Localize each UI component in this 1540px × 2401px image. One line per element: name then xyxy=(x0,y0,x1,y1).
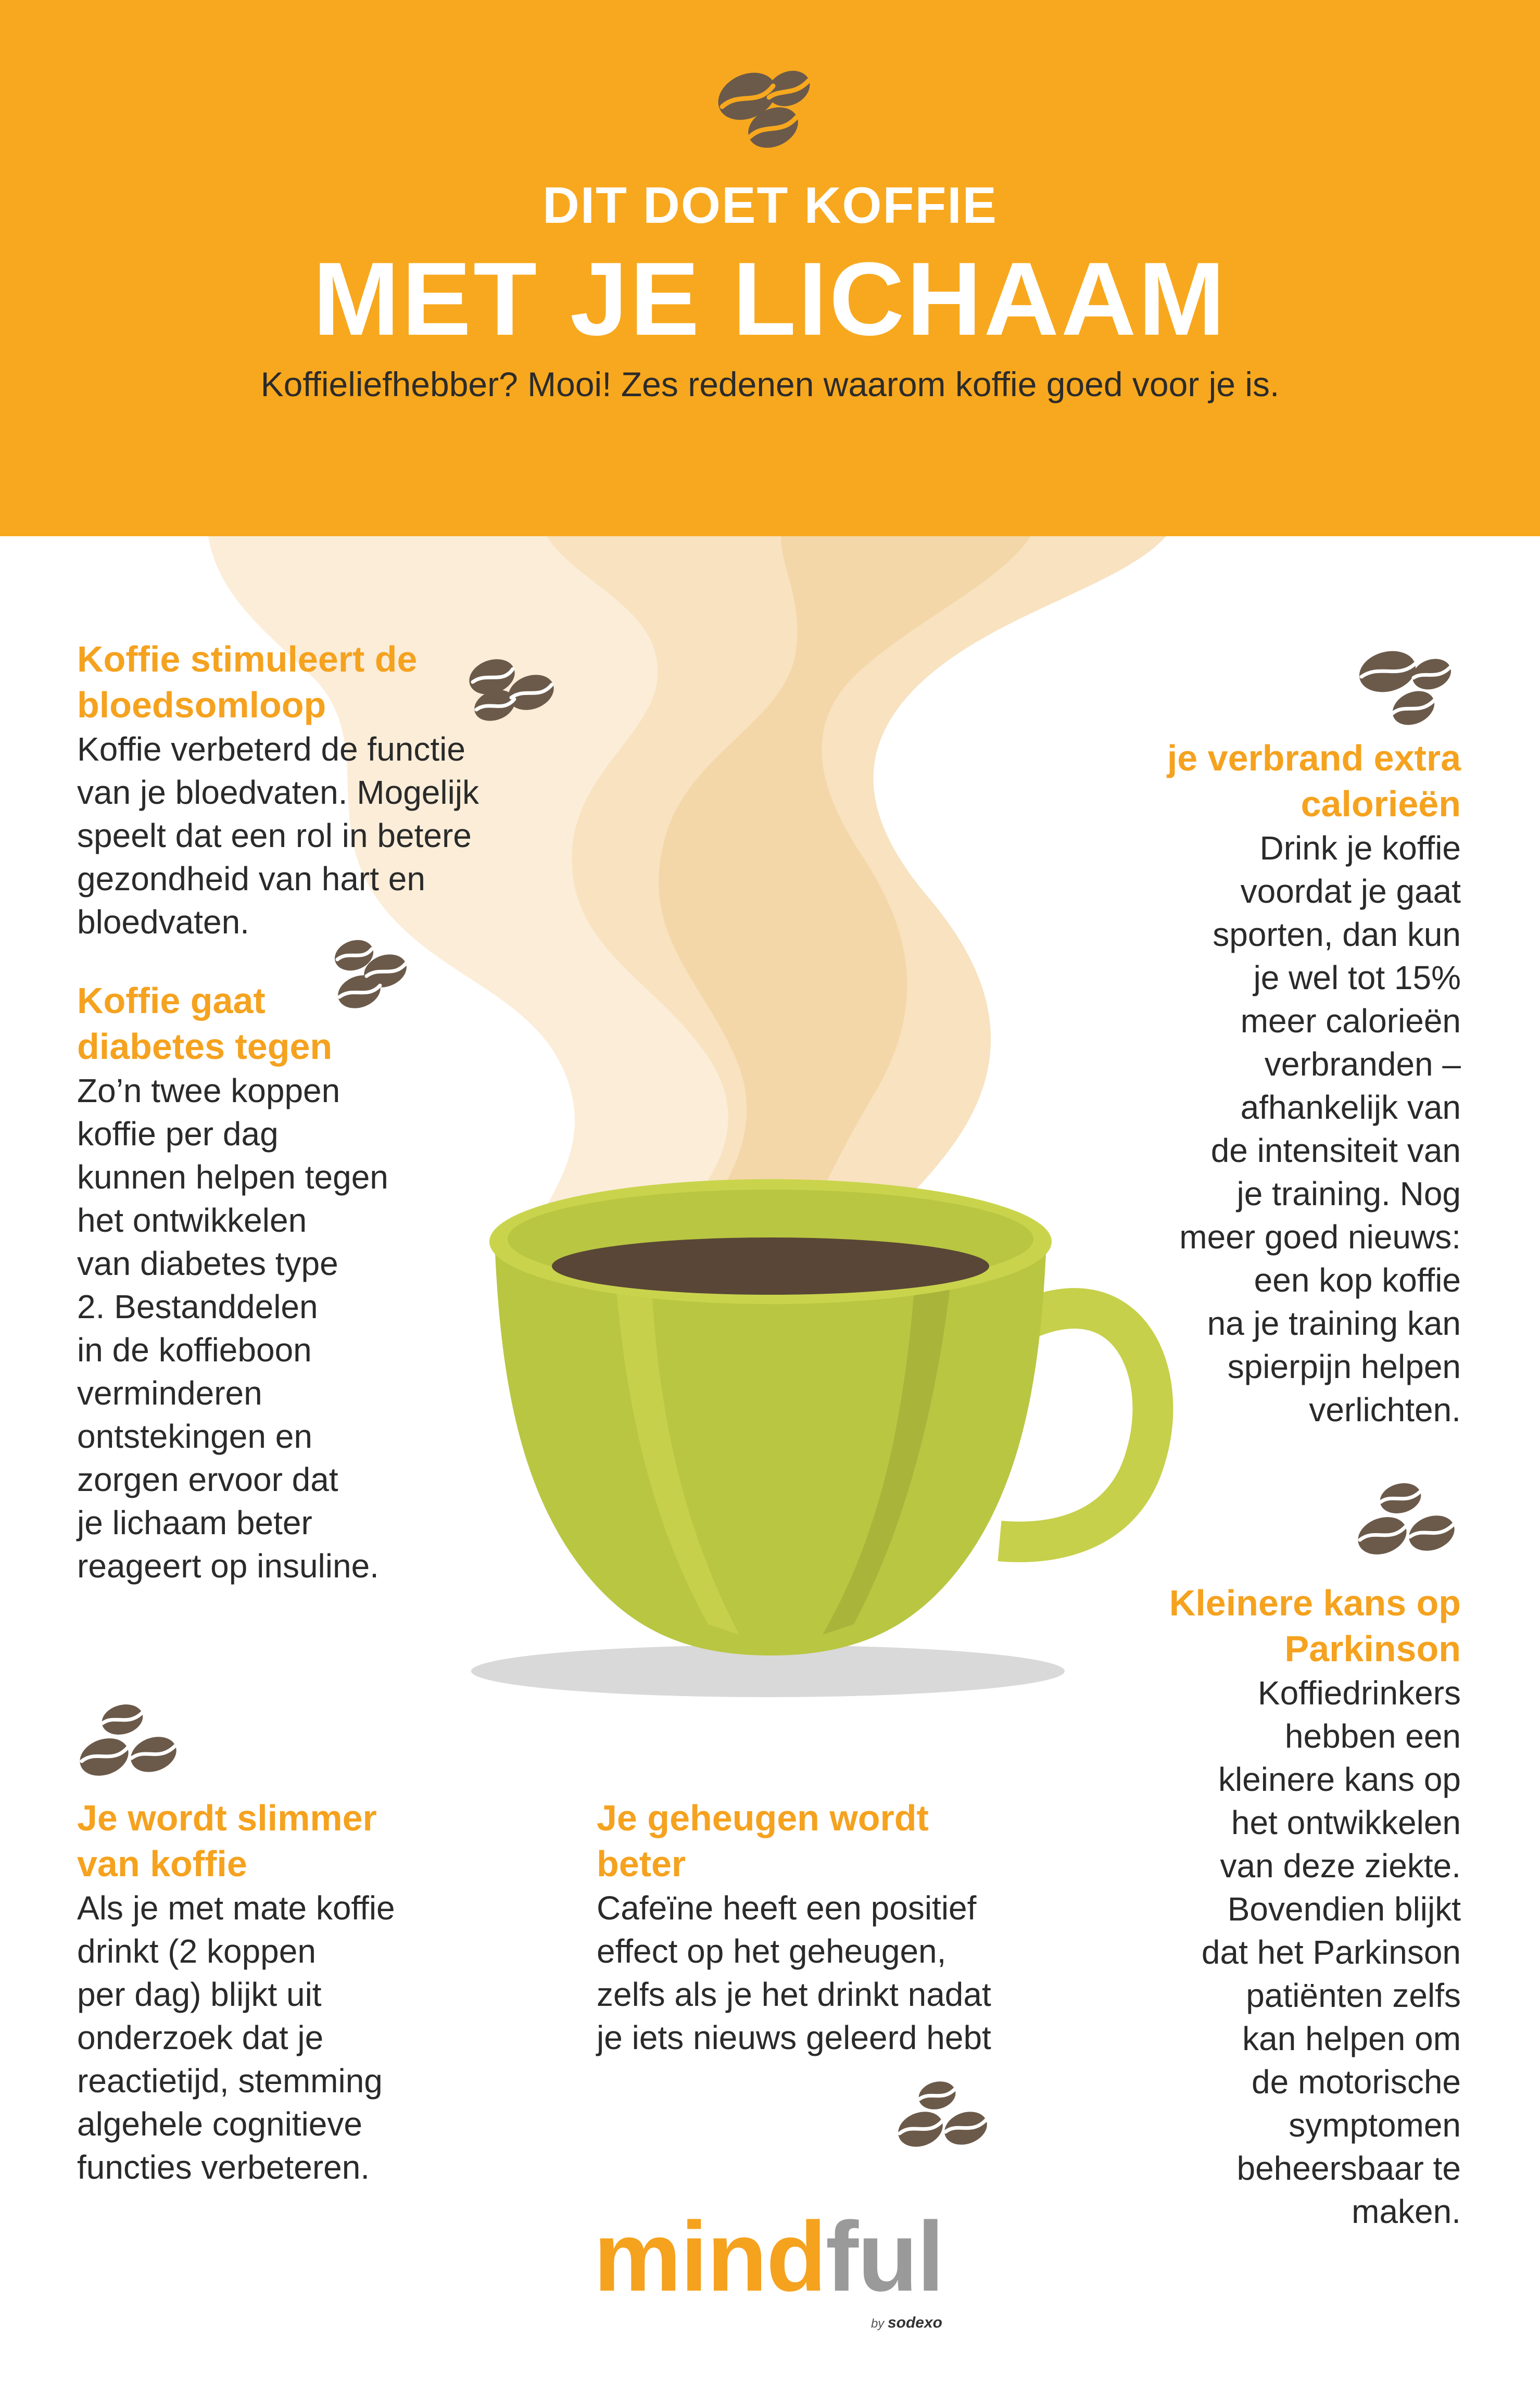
coffee-beans-icon xyxy=(1354,1478,1458,1562)
section-title: je verbrand extra calorieën xyxy=(1167,738,1461,824)
coffee-beans-icon xyxy=(895,2077,989,2155)
coffee-beans-icon xyxy=(711,60,825,154)
section-body: Cafeïne heeft een positief effect op het geheugen, zelfs als je het drinkt nadat je iets nieuws geleerd hebt xyxy=(597,1889,991,2056)
section-body: Als je met mate koffie drinkt (2 koppen per dag) blijkt uit onderzoek dat je reactietijd, stemming algehele cognitieve functies verbeteren. xyxy=(77,1889,395,2186)
page-title: MET JE LICHAAM xyxy=(313,241,1227,357)
section-slimmer xyxy=(77,1795,546,2189)
section-title: Kleinere kans op Parkinson xyxy=(1169,1583,1461,1669)
header-banner xyxy=(0,0,1540,536)
coffee-surface xyxy=(552,1237,989,1295)
section-title: Je geheugen wordt beter xyxy=(597,1798,929,1884)
section-geheugen xyxy=(597,1795,1091,2059)
coffee-beans-icon xyxy=(75,1700,180,1783)
section-body: Zo’n twee koppen koffie per dag kunnen helpen tegen het ontwikkelen van diabetes type 2. Bestanddelen in de koffieboon verminderen ontstekingen en zorgen ervoor dat je lichaam beter reageert op insuline. xyxy=(77,1072,388,1585)
header-subtitle: DIT DOET KOFFIE xyxy=(542,176,998,234)
header-tagline: Koffieliefhebber? Mooi! Zes redenen waarom koffie goed voor je is. xyxy=(260,365,1280,403)
section-calorieen xyxy=(1031,735,1461,1432)
coffee-beans-icon xyxy=(1354,646,1458,734)
logo-byline: by sodexo xyxy=(870,2314,942,2331)
mindful-logo xyxy=(594,2202,958,2331)
section-title: Koffie stimuleert de bloedsomloop xyxy=(77,639,418,725)
section-title: Je wordt slimmer van koffie xyxy=(77,1798,377,1884)
section-title: Koffie gaat diabetes tegen xyxy=(77,980,333,1067)
coffee-beans-icon xyxy=(463,653,557,726)
section-parkinson xyxy=(1031,1580,1461,2233)
section-body: Koffiedrinkers hebben een kleinere kans op het ontwikkelen van deze ziekte. Bovendien blijkt dat het Parkinson patiënten zelfs kan helpen om de motorische symptomen beheersbaar te maken. xyxy=(1201,1674,1461,2230)
logo-wordmark: mindful xyxy=(594,2202,943,2312)
section-diabetes xyxy=(77,978,494,1588)
section-body: Koffie verbeterd de functie van je bloedvaten. Mogelijk speelt dat een rol in betere gezondheid van hart en bloedvaten. xyxy=(77,730,479,941)
coffee-beans-icon xyxy=(328,934,411,1013)
section-body: Drink je koffie voordat je gaat sporten, dan kun je wel tot 15% meer calorieën verbranden – afhankelijk van de intensiteit van je training. Nog meer goed nieuws: een kop koffie na je training kan spierpijn helpen verlichten. xyxy=(1179,829,1461,1429)
